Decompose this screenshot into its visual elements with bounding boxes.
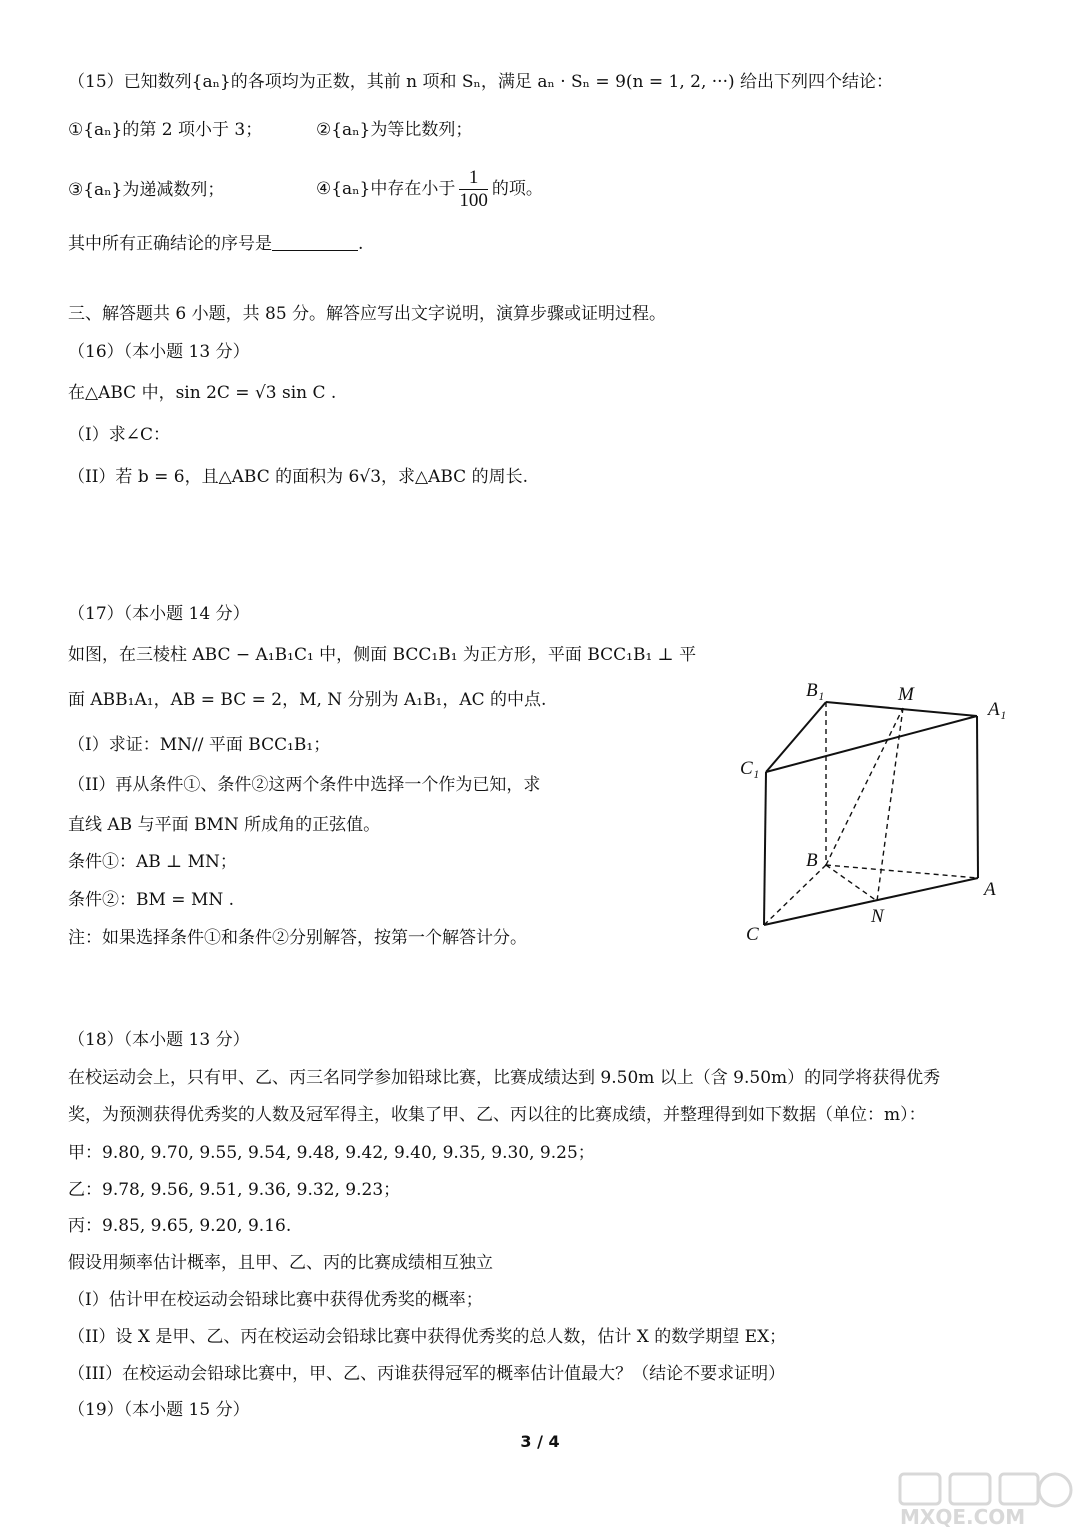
point-label-M: M bbox=[898, 684, 914, 705]
q17-stem-2: 面 ABB₁A₁，AB = BC = 2，M, N 分别为 A₁B₁，AC 的中点. bbox=[68, 690, 547, 710]
vertex-label-A: A bbox=[984, 879, 996, 900]
q17-header: （17）（本小题 14 分） bbox=[68, 604, 250, 624]
point-label-N: N bbox=[871, 906, 884, 927]
segment-B-M-dashed bbox=[826, 708, 903, 865]
q16-part-1: （I）求∠C： bbox=[68, 425, 170, 445]
q15-conclusion-3: ③{aₙ}为递减数列； bbox=[68, 180, 225, 200]
q15-c4-fraction bbox=[459, 167, 488, 212]
vertex-label-C1: C₁ bbox=[740, 758, 760, 779]
q17-stem-1: 如图，在三棱柱 ABC − A₁B₁C₁ 中，侧面 BCC₁B₁ 为正方形，平面 BCC₁B₁ ⊥ 平 bbox=[68, 645, 697, 665]
q18-data-yi: 乙：9.78, 9.56, 9.51, 9.36, 9.32, 9.23； bbox=[68, 1180, 401, 1200]
segment-B-N-dashed bbox=[826, 865, 877, 901]
edge-C1-C bbox=[764, 772, 766, 925]
fraction-denominator: 100 bbox=[459, 190, 488, 211]
prism-figure bbox=[740, 670, 1030, 950]
q15-conclusion-1: ①{aₙ}的第 2 项小于 3； bbox=[68, 120, 263, 140]
q15-stem: （15）已知数列{aₙ}的各项均为正数，其前 n 项和 Sₙ，满足 aₙ · Sₙ = 9(n = 1, 2, ···) 给出下列四个结论： bbox=[68, 72, 894, 92]
q18-header: （18）（本小题 13 分） bbox=[68, 1030, 250, 1050]
q15-conclusion-4 bbox=[316, 164, 543, 214]
q17-note: 注：如果选择条件①和条件②分别解答，按第一个解答计分。 bbox=[68, 928, 527, 948]
q16-header: （16）（本小题 13 分） bbox=[68, 342, 250, 362]
svg-text:MXQE.COM: MXQE.COM bbox=[900, 1505, 1026, 1527]
q16-part-2: （II）若 b = 6，且△ABC 的面积为 6√3，求△ABC 的周长. bbox=[68, 467, 528, 487]
q19-header: （19）（本小题 15 分） bbox=[68, 1400, 250, 1420]
q15-answer-end: . bbox=[358, 234, 364, 254]
q17-condition-2: 条件②：BM = MN . bbox=[68, 890, 235, 910]
q17-part-2b: 直线 AB 与平面 BMN 所成角的正弦值。 bbox=[68, 815, 381, 835]
q17-condition-1: 条件①：AB ⊥ MN； bbox=[68, 852, 237, 872]
edge-B-C-dashed bbox=[764, 865, 826, 925]
q18-part-3: （III）在校运动会铅球比赛中，甲、乙、丙谁获得冠军的概率估计值最大？（结论不要求证明） bbox=[68, 1364, 786, 1384]
q18-stem-1: 在校运动会上，只有甲、乙、丙三名同学参加铅球比赛，比赛成绩达到 9.50m 以上（含 9.50m）的同学将获得优秀 bbox=[68, 1068, 941, 1088]
q17-part-1: （I）求证：MN// 平面 BCC₁B₁； bbox=[68, 735, 331, 755]
q15-c4-post: 的项。 bbox=[491, 179, 543, 199]
vertex-label-B: B bbox=[806, 850, 818, 871]
vertex-label-C: C bbox=[746, 924, 759, 945]
section-3-heading: 三、解答题共 6 小题，共 85 分。解答应写出文字说明，演算步骤或证明过程。 bbox=[68, 304, 667, 324]
vertex-label-A1: A₁ bbox=[988, 699, 1007, 720]
edge-C1-A1 bbox=[766, 716, 977, 772]
vertex-label-B1: B₁ bbox=[806, 680, 825, 701]
fraction-numerator: 1 bbox=[459, 167, 488, 190]
q15-answer-prompt: 其中所有正确结论的序号是 bbox=[68, 234, 272, 254]
page-number: 3 / 4 bbox=[520, 1432, 560, 1451]
q16-stem: 在△ABC 中，sin 2C = √3 sin C . bbox=[68, 383, 337, 403]
segment-M-N-dashed bbox=[877, 708, 903, 901]
answer-blank[interactable] bbox=[272, 232, 358, 251]
q18-part-2: （II）设 X 是甲、乙、丙在校运动会铅球比赛中获得优秀奖的总人数，估计 X 的数学期望 EX； bbox=[68, 1327, 787, 1347]
q18-data-jia: 甲：9.80, 9.70, 9.55, 9.54, 9.48, 9.42, 9.40, 9.35, 9.30, 9.25； bbox=[68, 1143, 595, 1163]
q17-part-2a: （II）再从条件①、条件②这两个条件中选择一个作为已知，求 bbox=[68, 775, 541, 795]
q18-part-1: （I）估计甲在校运动会铅球比赛中获得优秀奖的概率； bbox=[68, 1290, 483, 1310]
q18-assumption: 假设用频率估计概率，且甲、乙、丙的比赛成绩相互独立 bbox=[68, 1253, 493, 1273]
q15-c4-pre: ④{aₙ}中存在小于 bbox=[316, 179, 456, 199]
edge-B1-C1 bbox=[766, 702, 826, 772]
q18-data-bing: 丙：9.85, 9.65, 9.20, 9.16. bbox=[68, 1216, 292, 1236]
q15-conclusion-2: ②{aₙ}为等比数列； bbox=[316, 120, 473, 140]
edge-B-A-dashed bbox=[826, 865, 978, 878]
q15-answer-line bbox=[68, 232, 363, 256]
q18-stem-2: 奖，为预测获得优秀奖的人数及冠军得主，收集了甲、乙、丙以往的比赛成绩，并整理得到如下数据（单位：m）： bbox=[68, 1105, 926, 1125]
watermark-logo bbox=[880, 1470, 1080, 1527]
edge-A1-A bbox=[977, 716, 978, 878]
